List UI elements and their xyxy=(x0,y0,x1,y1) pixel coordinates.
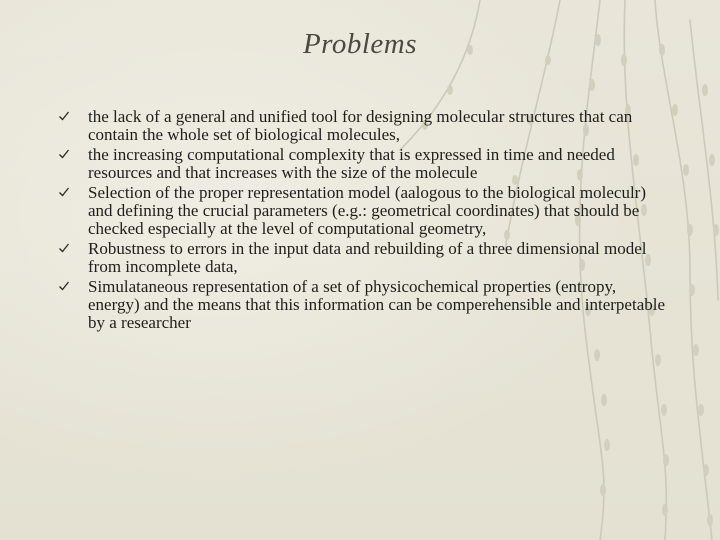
bullet-text: the lack of a general and unified tool for designing molecular structures that can contain the whole set of biological molecules, xyxy=(88,107,633,144)
slide-title: Problems xyxy=(302,28,418,60)
list-item xyxy=(58,108,668,143)
checkmark-icon xyxy=(58,242,70,254)
checkmark-icon xyxy=(58,186,70,198)
checkmark-icon xyxy=(58,280,70,292)
checkmark-icon xyxy=(58,148,70,160)
list-item xyxy=(58,278,668,331)
bullet-text: Simulataneous representation of a set of physicochemical properties (entropy, energy) and the means that this information can be comperehensible and interpetable by a researcher xyxy=(88,277,666,332)
bullet-text: Selection of the proper representation model (aalogous to the biological moleculr) and defining the crucial parameters (e.g.: geometrical coordinates) that should be checked especially at the level of computational geometry, xyxy=(88,183,646,238)
bullet-text: Robustness to errors in the input data and rebuilding of a three dimensional model from incomplete data, xyxy=(88,239,647,276)
checkmark-icon xyxy=(58,110,70,122)
list-item xyxy=(58,184,668,237)
list-item xyxy=(58,146,668,181)
bullet-text: the increasing computational complexity that is expressed in time and needed resources and that increases with the size of the molecule xyxy=(88,145,615,182)
bullet-list xyxy=(58,108,668,331)
list-item xyxy=(58,240,668,275)
